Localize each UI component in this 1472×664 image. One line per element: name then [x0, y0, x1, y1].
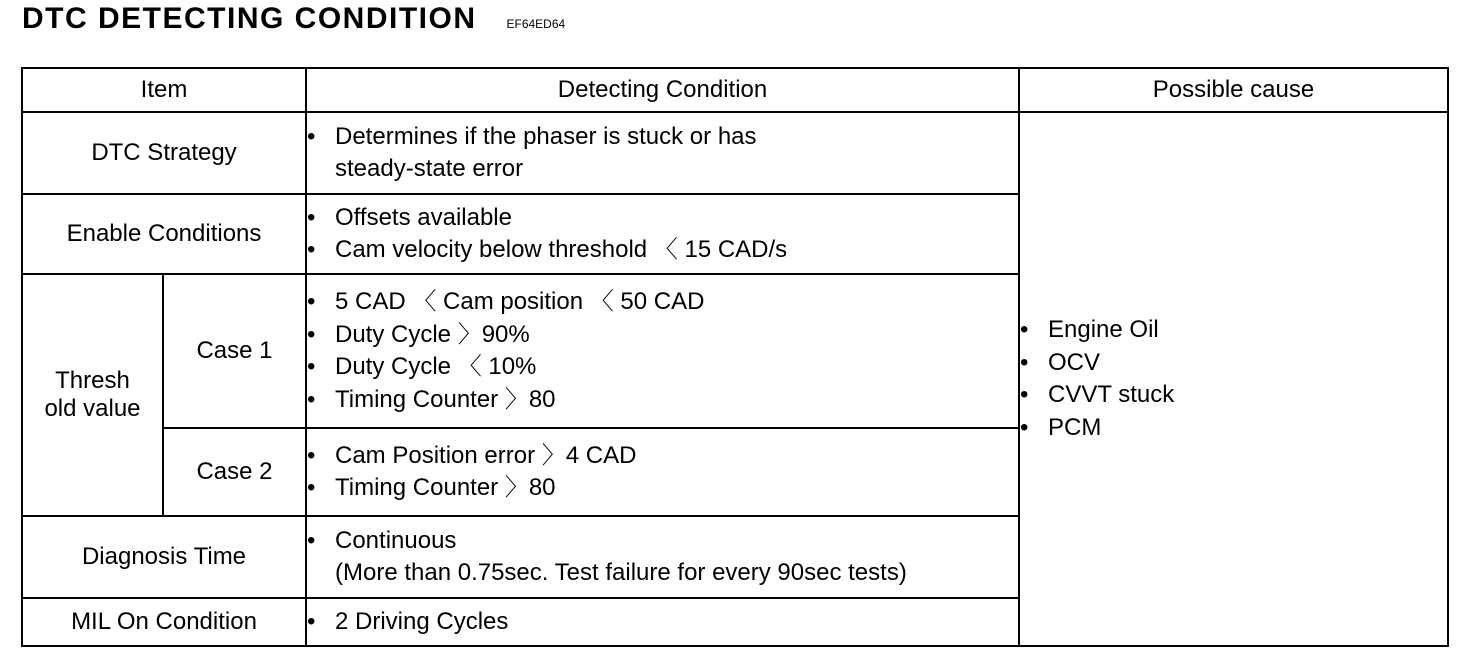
condition-list	[307, 121, 1018, 154]
list-item: • Cam velocity below threshold 〈 15 CAD/s	[307, 234, 1018, 267]
condition-list	[307, 202, 1018, 267]
enable-conditions-list-cell	[306, 194, 1019, 274]
case-2-conditions	[306, 428, 1019, 516]
row-label-dtc-strategy: DTC Strategy	[22, 112, 306, 194]
row-label-diagnosis-time: Diagnosis Time	[22, 516, 306, 598]
case-1-conditions	[306, 274, 1019, 428]
table-row	[22, 112, 1448, 194]
possible-causes-cell	[1019, 112, 1448, 646]
table-header-row	[22, 68, 1448, 112]
page-header	[22, 2, 565, 36]
list-item: • Duty Cycle 〉90%	[307, 319, 1018, 352]
threshold-label-line-2: old value	[44, 395, 141, 422]
column-header-item: Item	[22, 68, 306, 112]
list-item: • Offsets available	[307, 202, 1018, 235]
condition-list	[307, 525, 1018, 558]
row-label-mil-on-condition: MIL On Condition	[22, 598, 306, 646]
possible-cause-list	[1020, 314, 1447, 444]
threshold-label-line-1: Thresh	[55, 367, 130, 394]
list-item: • Determines if the phaser is stuck or has	[307, 121, 1018, 154]
page-title: DTC DETECTING CONDITION	[22, 2, 477, 35]
row-label-enable-conditions: Enable Conditions	[22, 194, 306, 274]
condition-list	[307, 606, 1018, 639]
list-item: • PCM	[1020, 412, 1447, 445]
list-item: • Duty Cycle 〈 10%	[307, 351, 1018, 384]
diagnosis-time-conditions	[306, 516, 1019, 598]
list-item: • CVVT stuck	[1020, 379, 1447, 412]
list-item: • Cam Position error 〉4 CAD	[307, 440, 1018, 473]
list-item: • Engine Oil	[1020, 314, 1447, 347]
mil-on-conditions	[306, 598, 1019, 646]
condition-list	[307, 440, 1018, 505]
row-label-threshold-value	[22, 274, 163, 516]
list-item: • 5 CAD 〈 Cam position 〈 50 CAD	[307, 286, 1018, 319]
case-2-label: Case 2	[163, 428, 306, 516]
list-item: • 2 Driving Cycles	[307, 606, 1018, 639]
condition-list	[307, 286, 1018, 416]
dtc-condition-table	[21, 67, 1449, 647]
list-item: • Timing Counter 〉80	[307, 472, 1018, 505]
list-item: • Continuous	[307, 525, 1018, 558]
diagnosis-time-note: (More than 0.75sec. Test failure for every 90sec tests)	[335, 559, 907, 586]
list-item: • Timing Counter 〉80	[307, 384, 1018, 417]
column-header-detecting-condition: Detecting Condition	[306, 68, 1019, 112]
dtc-strategy-conditions	[306, 112, 1019, 194]
case-1-label: Case 1	[163, 274, 306, 428]
list-item-continuation: steady-state error	[335, 155, 524, 182]
column-header-possible-cause: Possible cause	[1019, 68, 1448, 112]
list-item: • OCV	[1020, 347, 1447, 380]
document-code: EF64ED64	[506, 17, 566, 31]
